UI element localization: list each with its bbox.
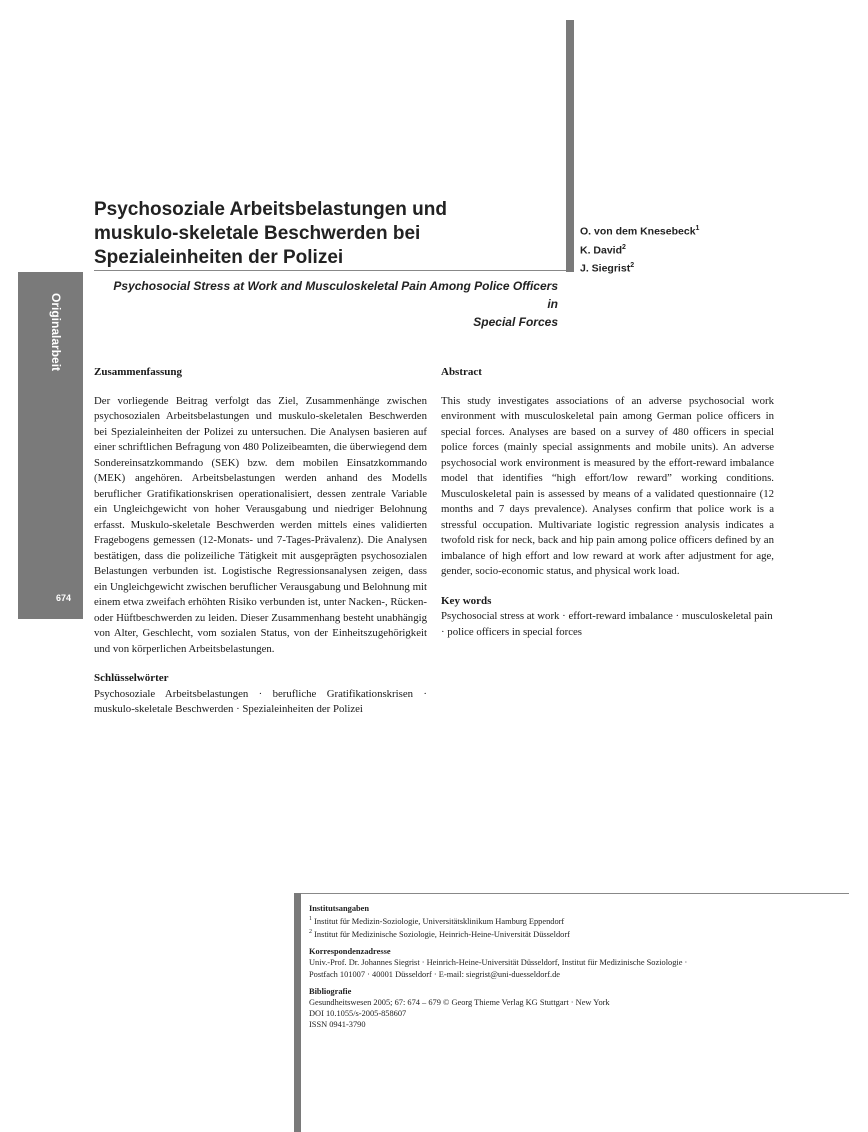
bibliografie-line: Gesundheitswesen 2005; 67: 674 – 679 © Georg Thieme Verlag KG Stuttgart · New York — [309, 998, 610, 1008]
page-number: 674 — [56, 593, 72, 603]
author-list — [580, 221, 699, 277]
zusammenfassung-text: Der vorliegende Beitrag verfolgt das Ziel, Zusammenhänge zwischen psychosozialen Arbeitsbelastungen und muskulo-skeletalen Beschwerden bei Spezialeinheiten der Polizei zu untersuchen. Die Analysen basieren auf einer schriftlichen Befragung von 480 Polizeibeamten, die überwiegend dem Sondereinsatzkommando (SEK) bzw. dem mobilen Einsatzkommando (MEK) angehören. Arbeitsbelastungen werden anhand des Modells beruflicher Gratifikationskrisen operationalisiert, dessen zentrale Variable ein Ungleichgewicht von hoher Verausgabung und niedriger Belohnung erfasst. Muskulo-skeletale Beschwerden werden mittels eines validierten Fragebogens gemessen (12-Monats- und 7-Tages-Prävalenz). Die Analysen bestätigen, dass die polizeiliche Tätigkeit mit ausgeprägten psychosozialen Belastungen verbunden ist. Logistische Regressionsanalysen zeigen, dass ein Ungleichgewicht zwischen beruflicher Verausgabung und Belohnung mit einem etwa zweifach erhöhten Risiko verbunden ist, unter Nacken-, Rücken- oder Hüftbeschwerden zu leiden. Dieser Zusammenhang besteht unabhängig von Alter, Geschlecht, vom sozialen Status, von der Einheitszugehörigkeit und von körperlichen Arbeitsbelastungen. — [94, 394, 427, 655]
article-title-german — [94, 198, 534, 270]
key-words-text: Psychosocial stress at work · effort-reward imbalance · musculoskeletal pain · police officers in special forces — [441, 610, 773, 638]
info-vertical-bar — [294, 893, 301, 1132]
author: O. von dem Knesebeck$^1$ — [580, 225, 700, 238]
schluesselwoerter-heading: Schlüsselwörter — [94, 672, 169, 684]
zusammenfassung-heading: Zusammenfassung — [94, 366, 183, 378]
institut-line: $^1$ Institut für Medizin-Soziologie, Universitätsklinikum Hamburg Eppendorf — [309, 916, 565, 926]
bibliografie-line: DOI 10.1055/s-2005-858607 — [309, 1009, 407, 1019]
title-line: Special Forces — [473, 315, 558, 329]
key-words-heading: Key words — [441, 594, 492, 607]
abstract-text: This study investigates associations of an adverse psychosocial work environment with musculoskeletal pain among German police officers in special forces. Analyses are based on a survey of 480 officers in special police forces (mainly special assignments and mobile units). An adverse psychosocial work environment is measured by the effort-reward imbalance model that identifies “high effort/low reward” working conditions. Musculoskeletal pain is assessed by means of a validated questionnaire (12 months and 7 days prevalence). Analyses confirm that police work is a stressful occupation. Multivariate logistic regression analysis indicates a twofold risk for neck, back and hip pain among police officers defined by an imbalance of high effort and low reward at work after adjustment for age, gender, socio-economic status, and physical work load. — [441, 394, 774, 577]
bibliografie-heading: Bibliografie — [309, 986, 352, 996]
title-line: muskulo-skeletale Beschwerden bei — [94, 223, 421, 244]
korrespondenz-line: Postfach 101007 · 40001 Düsseldorf · E-mail: siegrist@uni-duesseldorf.de — [309, 969, 561, 979]
title-line: Psychosocial Stress at Work and Musculoskeletal Pain Among Police Officers in — [113, 279, 558, 311]
top-vertical-bar — [566, 20, 574, 272]
english-abstract-column — [441, 365, 774, 640]
institut-heading: Institutsangaben — [309, 904, 370, 913]
title-line: Spezialeinheiten der Polizei — [94, 247, 344, 268]
abstract-heading: Abstract — [441, 366, 482, 378]
bibliografie-line: ISSN 0941-3790 — [309, 1020, 366, 1030]
article-info-box — [309, 903, 809, 1031]
article-title-english — [100, 277, 558, 331]
korrespondenz-heading: Korrespondenzadresse — [309, 947, 391, 957]
institut-line: $^2$ Institut für Medizinische Soziologie, Heinrich-Heine-Universität Düsseldorf — [309, 929, 570, 939]
article-type-label: Originalarbeit — [49, 293, 63, 372]
german-summary-column — [94, 365, 427, 718]
author: K. David$^2$ — [580, 243, 626, 256]
schluesselwoerter-text: Psychosoziale Arbeitsbelastungen · berufliche Gratifikationskrisen · muskulo-skeletale Beschwerden · Spezialeinheiten der Polizei — [94, 687, 427, 715]
korrespondenz-line: Univ.-Prof. Dr. Johannes Siegrist · Heinrich-Heine-Universität Düsseldorf, Institut für Medizinische Soziologie · — [309, 958, 688, 968]
title-divider — [94, 270, 566, 271]
author: J. Siegrist$^2$ — [580, 262, 635, 275]
info-divider — [301, 893, 849, 894]
title-line: Psychosoziale Arbeitsbelastungen und — [94, 199, 447, 220]
